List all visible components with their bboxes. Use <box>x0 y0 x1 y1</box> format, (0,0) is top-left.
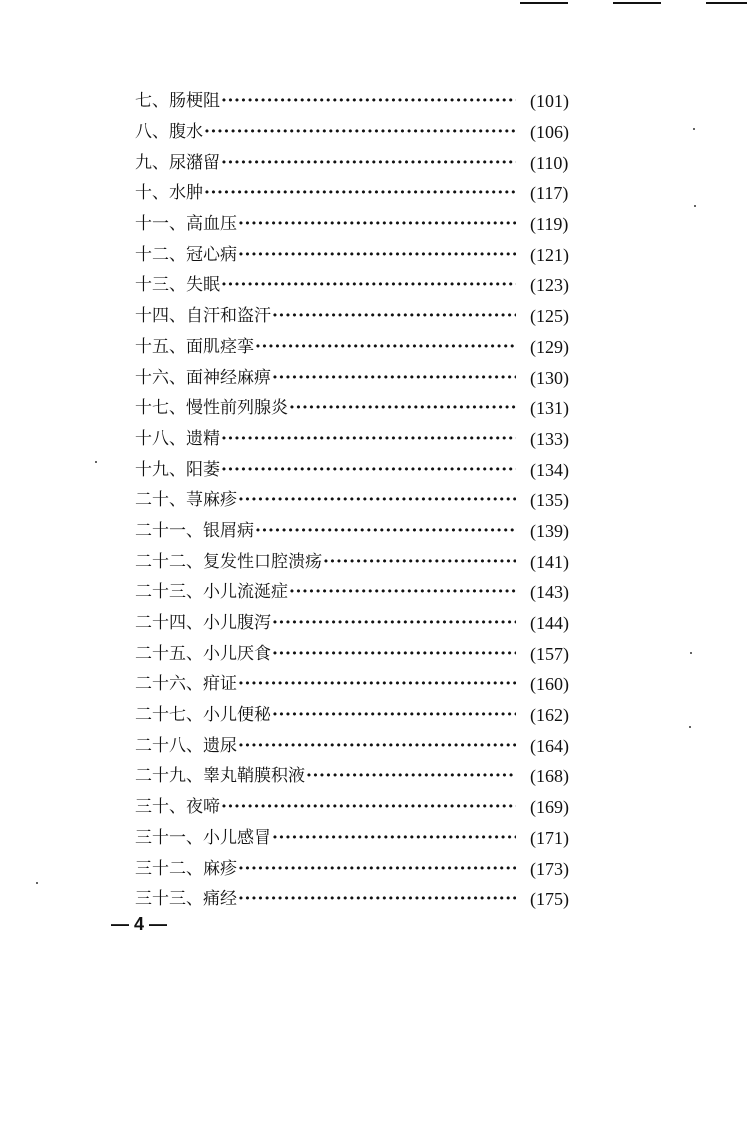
dot-leader <box>238 490 516 510</box>
toc-entry-title: 九、尿潴留 <box>135 152 220 173</box>
toc-entry-page: (131) <box>530 398 569 419</box>
toc-entry-page: (169) <box>530 797 569 818</box>
toc-entry-title: 十七、慢性前列腺炎 <box>135 398 288 419</box>
dot-leader <box>204 183 516 203</box>
toc-entry-title: 十五、面肌痉挛 <box>135 336 254 357</box>
toc-entry-title: 十三、失眠 <box>135 275 220 296</box>
scan-speck <box>36 882 38 884</box>
toc-entry-page: (106) <box>530 122 569 143</box>
toc-entry <box>135 117 585 148</box>
dot-leader <box>221 153 516 173</box>
dot-leader <box>221 797 516 817</box>
dot-leader <box>323 552 516 572</box>
toc-entry <box>135 362 585 393</box>
dot-leader <box>272 306 516 326</box>
top-rule-middle <box>613 2 661 4</box>
toc-entry-title: 二十七、小儿便秘 <box>135 705 271 726</box>
toc-entry-page: (168) <box>530 766 569 787</box>
toc-entry-page: (110) <box>530 152 569 173</box>
toc-entry <box>135 730 585 761</box>
scan-speck <box>694 205 696 207</box>
top-rule-right <box>706 2 747 4</box>
toc-entry <box>135 577 585 608</box>
toc-entry <box>135 270 585 301</box>
toc-entry <box>135 178 585 209</box>
toc-entry-page: (123) <box>530 275 569 296</box>
toc-entry-page: (135) <box>530 490 569 511</box>
toc-entry-page: (162) <box>530 705 569 726</box>
toc-entry-page: (129) <box>530 336 569 357</box>
toc-entry <box>135 332 585 363</box>
toc-entry-title: 七、肠梗阻 <box>135 91 220 112</box>
toc-entry-page: (160) <box>530 674 569 695</box>
dot-leader <box>238 736 516 756</box>
top-rule-left <box>520 2 568 4</box>
dot-leader <box>272 644 516 664</box>
toc-entry <box>135 485 585 516</box>
toc-entry <box>135 86 585 117</box>
dot-leader <box>221 429 516 449</box>
page-number: — 4 — <box>111 914 168 934</box>
dot-leader <box>238 245 516 265</box>
toc-entry <box>135 823 585 854</box>
dot-leader <box>272 368 516 388</box>
toc-entry-page: (171) <box>530 827 569 848</box>
dot-leader <box>289 582 516 602</box>
toc-entry-title: 二十二、复发性口腔溃疡 <box>135 551 322 572</box>
toc-entry <box>135 424 585 455</box>
toc-entry <box>135 516 585 547</box>
scan-speck <box>95 461 97 463</box>
toc-entry-title: 三十、夜啼 <box>135 797 220 818</box>
toc-entry-page: (134) <box>530 459 569 480</box>
toc-entry <box>135 761 585 792</box>
toc-entry-title: 三十三、痛经 <box>135 889 237 910</box>
dot-leader <box>238 889 516 909</box>
toc-entry <box>135 301 585 332</box>
toc-entry <box>135 608 585 639</box>
dot-leader <box>204 122 516 142</box>
toc-entry-title: 三十二、麻疹 <box>135 858 237 879</box>
toc-entry-page: (173) <box>530 858 569 879</box>
toc-entry <box>135 853 585 884</box>
toc-entry-page: (141) <box>530 551 569 572</box>
scan-speck <box>690 652 692 654</box>
dot-leader <box>289 398 516 418</box>
toc-entry <box>135 792 585 823</box>
toc-entry-page: (125) <box>530 306 569 327</box>
toc-entry <box>135 546 585 577</box>
dot-leader <box>272 828 516 848</box>
dot-leader <box>221 275 516 295</box>
dot-leader <box>238 674 516 694</box>
toc-entry-title: 二十九、睾丸鞘膜积液 <box>135 766 305 787</box>
toc-entry-title: 二十四、小儿腹泻 <box>135 613 271 634</box>
dot-leader <box>221 91 516 111</box>
toc-entry-title: 二十一、银屑病 <box>135 520 254 541</box>
dot-leader <box>221 460 516 480</box>
toc-entry-page: (164) <box>530 735 569 756</box>
toc-entry-page: (101) <box>530 91 569 112</box>
scan-speck <box>693 128 695 130</box>
toc-entry-title: 十、水肿 <box>135 183 203 204</box>
toc-entry-title: 十六、面神经麻痹 <box>135 367 271 388</box>
toc-entry-page: (175) <box>530 889 569 910</box>
toc-entry <box>135 700 585 731</box>
toc-entry-title: 二十五、小儿厌食 <box>135 643 271 664</box>
toc-entry-title: 十九、阳萎 <box>135 459 220 480</box>
toc-entry-page: (121) <box>530 244 569 265</box>
toc-entry-title: 十一、高血压 <box>135 214 237 235</box>
toc-entry-page: (133) <box>530 428 569 449</box>
toc-entry <box>135 393 585 424</box>
dot-leader <box>272 705 516 725</box>
scan-speck <box>689 726 691 728</box>
toc-entry <box>135 638 585 669</box>
toc-entry-title: 十二、冠心病 <box>135 244 237 265</box>
toc-entry-page: (144) <box>530 613 569 634</box>
toc-entry-title: 二十三、小儿流涎症 <box>135 582 288 603</box>
toc-entry-title: 十八、遗精 <box>135 428 220 449</box>
toc-entry <box>135 454 585 485</box>
toc-entry <box>135 147 585 178</box>
table-of-contents <box>135 86 585 915</box>
toc-entry-title: 二十六、疳证 <box>135 674 237 695</box>
dot-leader <box>238 214 516 234</box>
toc-entry-title: 二十八、遗尿 <box>135 735 237 756</box>
dot-leader <box>272 613 516 633</box>
toc-entry-page: (119) <box>530 214 569 235</box>
dot-leader <box>255 521 516 541</box>
toc-entry-page: (139) <box>530 520 569 541</box>
toc-entry <box>135 209 585 240</box>
toc-entry-page: (143) <box>530 582 569 603</box>
toc-entry-page: (157) <box>530 643 569 664</box>
toc-entry-title: 二十、荨麻疹 <box>135 490 237 511</box>
toc-entry <box>135 669 585 700</box>
toc-entry-page: (117) <box>530 183 569 204</box>
toc-entry <box>135 884 585 915</box>
toc-entry-title: 三十一、小儿感冒 <box>135 827 271 848</box>
dot-leader <box>306 766 516 786</box>
toc-entry-page: (130) <box>530 367 569 388</box>
dot-leader <box>255 337 516 357</box>
toc-entry-title: 八、腹水 <box>135 122 203 143</box>
dot-leader <box>238 859 516 879</box>
toc-entry-title: 十四、自汗和盗汗 <box>135 306 271 327</box>
toc-entry <box>135 239 585 270</box>
